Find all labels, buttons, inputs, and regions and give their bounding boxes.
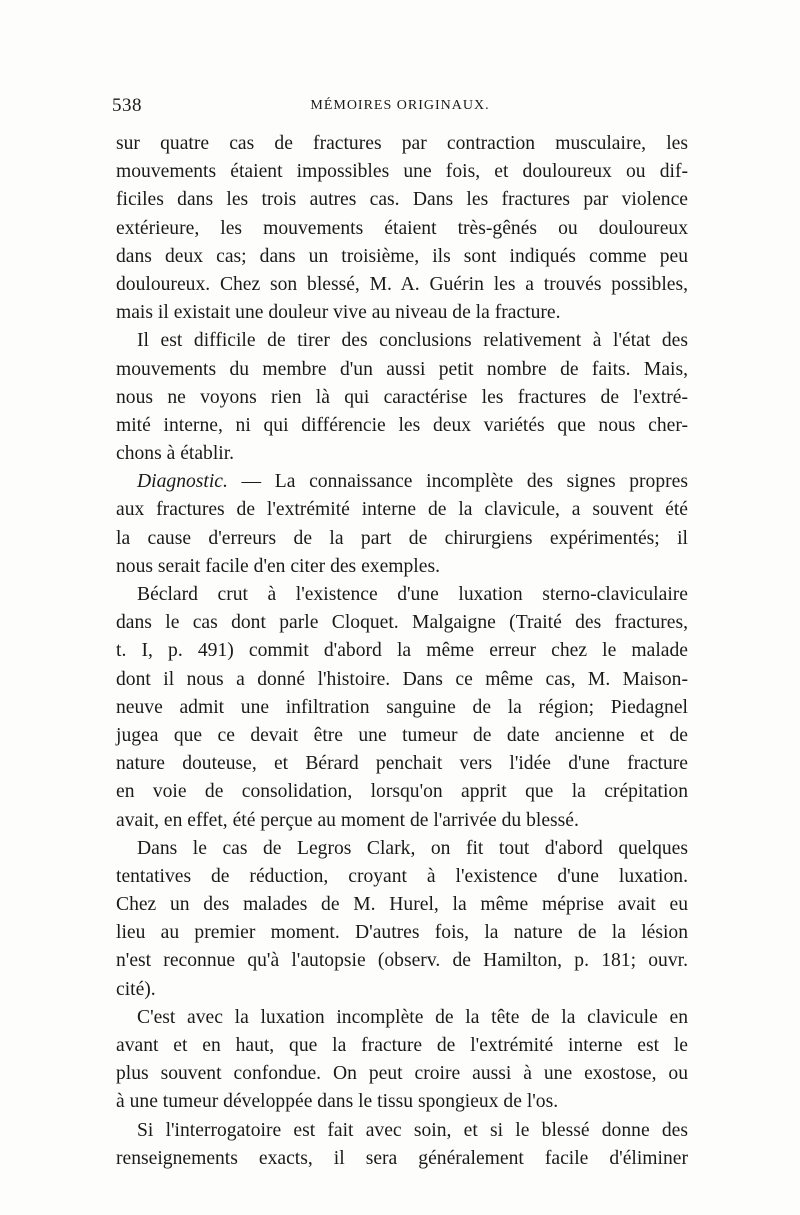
running-head	[112, 95, 688, 121]
text-line: neuve admit une infiltration sanguine de la région; Piedagnel	[116, 696, 688, 718]
text-line: Il est difficile de tirer des conclusions relativement à l'état des	[137, 330, 688, 352]
page-number: 538	[112, 95, 142, 116]
text-line: dans deux cas; dans un troisième, ils sont indiqués comme peu	[116, 245, 688, 267]
text-line: nous ne voyons rien là qui caractérise les fractures de l'extré-	[116, 386, 688, 408]
text-line: — La connaissance incomplète des signes propres	[241, 471, 688, 493]
text-line: chons à établir.	[116, 443, 235, 465]
text-line: mouvements du membre d'un aussi petit nombre de faits. Mais,	[116, 358, 688, 380]
text-line: nature douteuse, et Bérard penchait vers l'idée d'une fracture	[116, 753, 688, 775]
text-line: avait, en effet, été perçue au moment de l'arrivée du blessé.	[116, 809, 579, 831]
running-title: MÉMOIRES ORIGINAUX.	[310, 98, 490, 113]
text-line: mais il existait une douleur vive au niveau de la fracture.	[116, 302, 561, 324]
diagnostic-heading: Diagnostic.	[137, 471, 228, 493]
text-line: ficiles dans les trois autres cas. Dans les fractures par violence	[116, 189, 688, 211]
text-line: C'est avec la luxation incomplète de la tête de la clavicule en	[137, 1006, 688, 1028]
text-line: Si l'interrogatoire est fait avec soin, et si le blessé donne des	[137, 1119, 688, 1141]
text-line: cité).	[116, 978, 156, 1000]
text-line: renseignements exacts, il sera généralement facile d'éliminer	[116, 1147, 688, 1169]
text-line: Béclard crut à l'existence d'une luxation sterno-claviculaire	[137, 584, 688, 605]
text-line: Chez un des malades de M. Hurel, la même méprise avait eu	[116, 894, 688, 916]
text-line: douloureux. Chez son blessé, M. A. Guérin les a trouvés possibles,	[116, 273, 688, 295]
text-line: dans le cas dont parle Cloquet. Malgaigne (Traité des fractures,	[116, 612, 688, 634]
text-line: avant et en haut, que la fracture de l'extrémité interne est le	[116, 1035, 688, 1056]
text-line: la cause d'erreurs de la part de chirurgiens expérimentés; il	[116, 527, 688, 549]
text-line: sur quatre cas de fractures par contraction musculaire, les	[116, 133, 688, 154]
text-line: extérieure, les mouvements étaient très-gênés ou douloureux	[116, 217, 688, 239]
text-line: dont il nous a donné l'histoire. Dans ce même cas, M. Maison-	[116, 668, 688, 690]
text-line: tentatives de réduction, croyant à l'existence d'une luxation.	[116, 865, 688, 887]
text-line: aux fractures de l'extrémité interne de la clavicule, a souvent été	[116, 499, 688, 521]
text-line: mité interne, ni qui différencie les deux variétés que nous cher-	[116, 414, 688, 436]
text-line: nous serait facile d'en citer des exemples.	[116, 555, 440, 577]
text-line: lieu au premier moment. D'autres fois, la nature de la lésion	[116, 922, 688, 944]
text-line: mouvements étaient impossibles une fois, et douloureux ou dif-	[116, 161, 688, 183]
text-line: en voie de consolidation, lorsqu'on apprit que la crépitation	[116, 781, 688, 803]
text-line: plus souvent confondue. On peut croire aussi à une exostose, ou	[116, 1063, 688, 1085]
text-line: à une tumeur développée dans le tissu spongieux de l'os.	[116, 1091, 559, 1113]
body-text	[116, 130, 688, 1173]
text-line: n'est reconnue qu'à l'autopsie (observ. de Hamilton, p. 181; ouvr.	[116, 950, 688, 972]
paragraph-diagnostic-first-line	[116, 468, 688, 496]
text-line: t. I, p. 491) commit d'abord la même erreur chez le malade	[116, 640, 688, 662]
text-line: jugea que ce devait être une tumeur de date ancienne et de	[116, 724, 688, 746]
text-line: Dans le cas de Legros Clark, on fit tout d'abord quelques	[137, 837, 688, 859]
